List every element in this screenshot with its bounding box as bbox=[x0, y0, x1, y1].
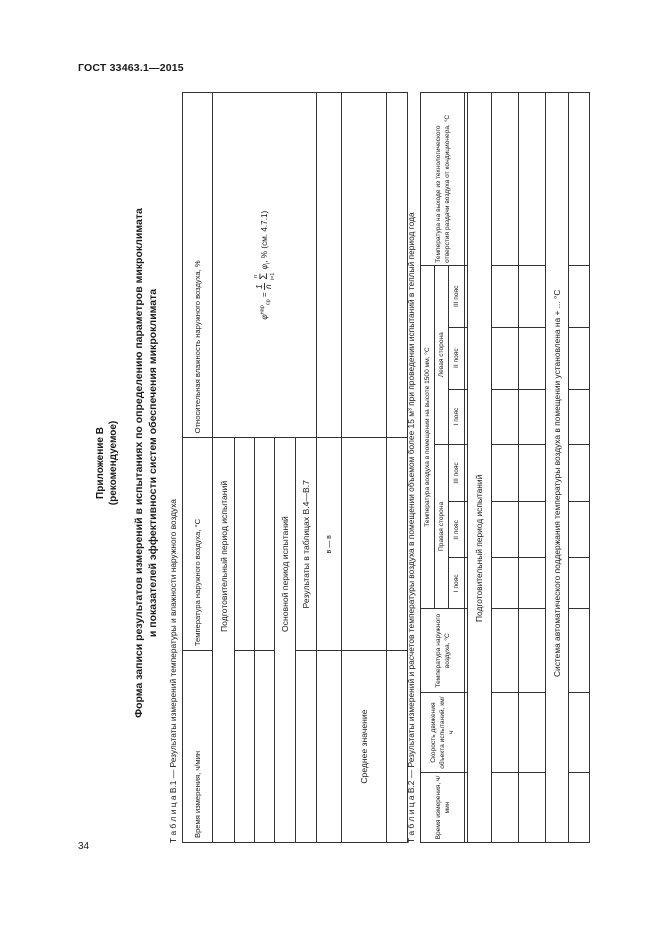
table-row bbox=[519, 93, 546, 843]
table-b2 bbox=[420, 92, 590, 843]
humidity-formula: $\varphi^{нар}_{ср}$ = 1 n n Σ i=1 $\varphi_i$, % (см. 4.7.1) bbox=[253, 210, 276, 320]
table-row bbox=[387, 93, 408, 843]
b2-header-left-side: Левая сторона bbox=[435, 265, 449, 444]
b2-auto-system-label: Система автоматического поддержания температуры воздуха в помещении установлена на + ... °С bbox=[546, 93, 569, 843]
table-b1 bbox=[182, 92, 408, 843]
header-temp: Температура наружного воздуха, °С bbox=[183, 438, 213, 651]
table-row bbox=[213, 93, 235, 843]
b2-header-indoor-group: Температура воздуха в помещении на высоте 1500 мм, °С bbox=[421, 265, 435, 608]
b2-right-belt2: II пояс bbox=[449, 502, 465, 558]
page-number: 34 bbox=[78, 841, 90, 852]
b2-left-belt1: I пояс bbox=[449, 389, 465, 444]
header-humidity: Относительная влажность наружного воздуха, % bbox=[183, 93, 213, 438]
table-row bbox=[569, 93, 590, 843]
form-title-line1: Форма записи результатов измерений в испытаниях по определению параметров микроклимата bbox=[133, 208, 145, 718]
b2-left-belt2: II пояс bbox=[449, 327, 465, 389]
table-row bbox=[546, 93, 569, 843]
humidity-formula-cell bbox=[213, 93, 317, 438]
b2-header-outdoor-temp: Температура наружного воздуха, °С bbox=[421, 609, 465, 693]
table-b1-caption: Т а б л и ц а В.1 — Результаты измерений температуры и влажности наружного воздуха bbox=[168, 499, 178, 843]
b2-left-belt3: III пояс bbox=[449, 265, 465, 327]
header-time: Время измерения, ч/мин bbox=[183, 651, 213, 843]
b2-right-belt3: III пояс bbox=[449, 444, 465, 502]
main-period-label: Основной период испытаний bbox=[275, 438, 296, 843]
average-value-label: Среднее значение bbox=[342, 651, 387, 843]
table-row bbox=[342, 93, 387, 843]
page-header-standard: ГОСТ 33463.1—2015 bbox=[78, 62, 184, 74]
appendix-title: Приложение В bbox=[95, 427, 106, 499]
results-ref-label: Результаты в таблицах В.4—В.7 bbox=[296, 438, 317, 651]
table-b2-header-row1 bbox=[421, 93, 435, 843]
b2-header-right-side: Правая сторона bbox=[435, 444, 449, 609]
b2-prep-period-label: Подготовительный период испытаний bbox=[468, 93, 492, 843]
dash-row-label: в — в bbox=[317, 438, 342, 651]
prep-period-label: Подготовительный период испытаний bbox=[213, 438, 235, 843]
b2-header-outlet: Температура на выходе из технологического отверстия раздачи воздуха от кондиционера, °С bbox=[421, 93, 465, 266]
b2-header-time: Время измерения, ч/мин bbox=[421, 773, 465, 843]
table-row bbox=[468, 93, 492, 843]
table-row bbox=[317, 93, 342, 843]
table-b2-caption: Т а б л и ц а В.2 — Результаты измерений и расчетов температуры воздуха в помещении объемом более 15 м³ при проведении испытаний в теплый период года bbox=[406, 212, 416, 843]
b2-right-belt1: I пояс bbox=[449, 558, 465, 609]
form-title-line2: и показателей эффективности систем обеспечения микроклимата bbox=[147, 288, 159, 638]
rotated-content bbox=[75, 83, 585, 843]
table-b1-header-row bbox=[183, 93, 213, 843]
appendix-subtitle: (рекомендуемое) bbox=[108, 420, 119, 506]
b2-header-speed: Скорость движения объекта испытаний, км/ч bbox=[421, 693, 465, 773]
table-row bbox=[492, 93, 519, 843]
